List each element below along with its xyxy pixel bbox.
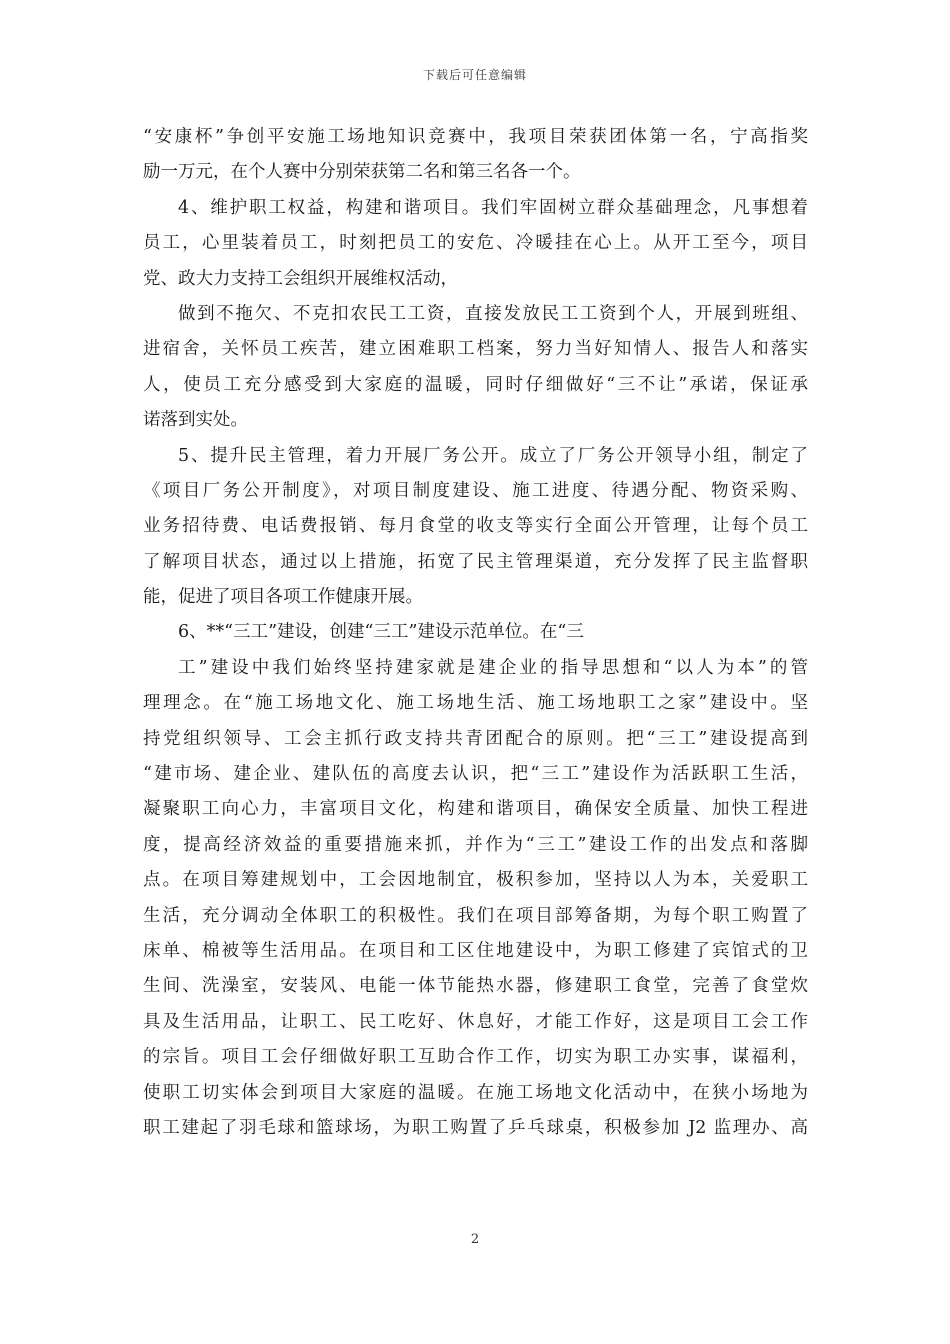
text-line: 工”建设中我们始终坚持建家就是建企业的指导思想和“以人为本”的管 <box>178 657 808 678</box>
text-line: “建市场、建企业、建队伍的高度去认识，把“三工”建设作为活跃职工生活， <box>143 764 808 785</box>
text-line: 持党组织领导、工会主抓行政支持共青团配合的原则。把“三工”建设提高到 <box>143 728 808 749</box>
text-line: 诺落到实处。 <box>143 410 248 431</box>
text-line: 6、**“三工”建设，创建“三工”建设示范单位。在“三 <box>178 622 584 643</box>
text-line: 能，促进了项目各项工作健康开展。 <box>143 587 423 608</box>
text-line: 度，提高经济效益的重要措施来抓，并作为“三工”建设工作的出发点和落脚 <box>143 834 808 855</box>
text-line: “安康杯”争创平安施工场地知识竞赛中，我项目荣获团体第一名，宁高指奖 <box>143 127 808 147</box>
text-line: 床单、棉被等生活用品。在项目和工区住地建设中，为职工修建了宾馆式的卫 <box>143 940 808 961</box>
text-line: 生间、洗澡室，安装风、电能一体节能热水器，修建职工食堂，完善了食堂炊 <box>143 976 808 997</box>
text-line: 励一万元，在个人赛中分别荣获第二名和第三名各一个。 <box>143 162 581 183</box>
text-line: 进宿舍，关怀员工疾苦，建立困难职工档案，努力当好知情人、报告人和落实 <box>143 339 808 360</box>
text-line: 人，使员工充分感受到大家庭的温暖，同时仔细做好“三不让”承诺，保证承 <box>143 374 808 395</box>
text-line: 的宗旨。项目工会仔细做好职工互助合作工作，切实为职工办实事，谋福利， <box>143 1047 808 1068</box>
text-line: 党、政大力支持工会组织开展维权活动， <box>143 268 458 289</box>
text-line: 职工建起了羽毛球和篮球场，为职工购置了乒乓球桌，积极参加 J2 监理办、高 <box>143 1117 808 1138</box>
page-header: 下载后可任意编辑 <box>422 68 527 82</box>
text-line: 5、提升民主管理，着力开展厂务公开。成立了厂务公开领导小组，制定了 <box>178 445 808 466</box>
text-line: 4、维护职工权益，构建和谐项目。我们牢固树立群众基础理念，凡事想着 <box>178 197 808 218</box>
text-line: 凝聚职工向心力，丰富项目文化，构建和谐项目，确保安全质量、加快工程进 <box>143 799 808 820</box>
text-line: 使职工切实体会到项目大家庭的温暖。在施工场地文化活动中，在狭小场地为 <box>143 1082 808 1103</box>
document-body <box>143 120 808 1146</box>
text-line: 业务招待费、电话费报销、每月食堂的收支等实行全面公开管理，让每个员工 <box>143 516 808 537</box>
text-line: 员工，心里装着员工，时刻把员工的安危、冷暖挂在心上。从开工至今，项目 <box>143 233 808 254</box>
text-line: 做到不拖欠、不克扣农民工工资，直接发放民工工资到个人，开展到班组、 <box>178 303 808 324</box>
text-line: 《项目厂务公开制度》，对项目制度建设、施工进度、待遇分配、物资采购、 <box>143 480 808 501</box>
page-number: 2 <box>470 1232 480 1247</box>
text-line: 点。在项目筹建规划中，工会因地制宜，极积参加，坚持以人为本，关爱职工 <box>143 870 808 891</box>
text-line: 了解项目状态，通过以上措施，拓宽了民主管理渠道，充分发挥了民主监督职 <box>143 551 808 572</box>
text-line: 具及生活用品，让职工、民工吃好、休息好，才能工作好，这是项目工会工作 <box>143 1011 808 1032</box>
text-line: 理理念。在“施工场地文化、施工场地生活、施工场地职工之家”建设中。坚 <box>143 693 808 714</box>
text-line: 生活，充分调动全体职工的积极性。我们在项目部筹备期，为每个职工购置了 <box>143 905 808 926</box>
